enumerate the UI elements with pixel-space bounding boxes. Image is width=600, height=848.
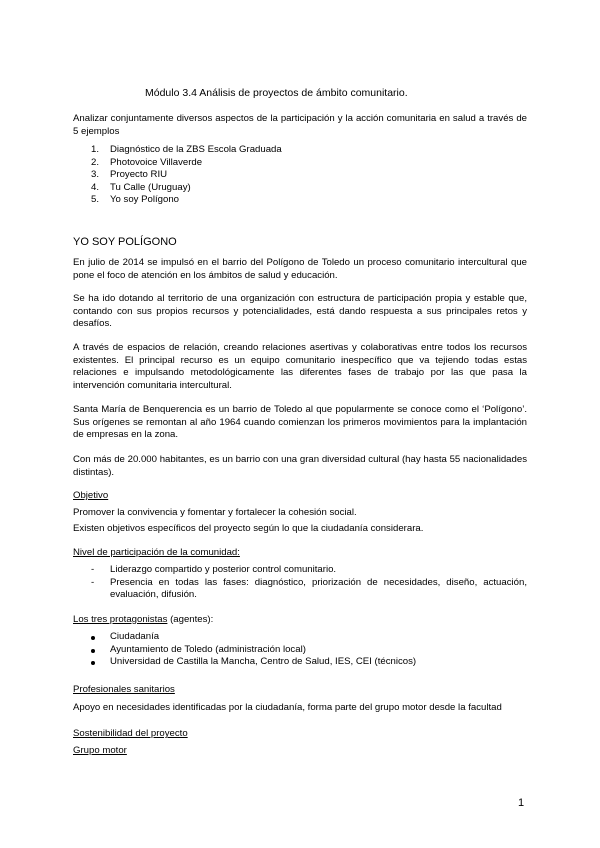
page-number: 1 <box>518 797 525 809</box>
nivel-heading: Nivel de participación de la comunidad: <box>73 547 240 558</box>
protagonistas-heading: Los tres protagonistas (agentes): <box>73 614 214 625</box>
bullet-icon <box>91 636 95 640</box>
list-item: Ayuntamiento de Toledo (administración local) <box>91 644 416 657</box>
bullet-icon <box>91 661 95 665</box>
protagonistas-list <box>91 631 416 669</box>
section-title: YO SOY POLÍGONO <box>73 236 177 248</box>
objetivo-heading: Objetivo <box>73 490 109 501</box>
paragraph: Se ha ido dotando al territorio de una organización con estructura de participación propia y estable que, contando con sus propios recursos y potencialidades, está dando respuesta a sus principales retos y desafíos. <box>73 293 527 329</box>
list-item: 5. Yo soy Polígono <box>91 194 179 205</box>
paragraph: A través de espacios de relación, creando relaciones asertivas y colaborativas entre todos los recursos existentes. El principal recurso es un equipo comunitario inespecífico que va tejiendo todas estas relaciones e impulsando metodológicamente las diferentes fases de trabajo por las que pasa la intervención comunitaria intercultural. <box>73 342 527 391</box>
nivel-list <box>91 564 527 602</box>
document-title: Módulo 3.4 Análisis de proyectos de ámbito comunitario. <box>145 87 408 99</box>
profesionales-text: Apoyo en necesidades identificadas por la ciudadanía, forma parte del grupo motor desde la facultad <box>73 702 502 713</box>
list-item: 1. Diagnóstico de la ZBS Escola Graduada <box>91 144 282 155</box>
intro-paragraph: Analizar conjuntamente diversos aspectos de la participación y la acción comunitaria en salud a través de 5 ejemplos <box>73 113 527 137</box>
list-item: - Liderazgo compartido y posterior control comunitario. <box>91 564 337 575</box>
list-item: - Presencia en todas las fases: diagnóstico, priorización de necesidades, diseño, actuación, evaluación, difusión. <box>91 576 527 600</box>
list-item: Ciudadanía <box>91 631 416 644</box>
list-item: 3. Proyecto RIU <box>91 169 168 180</box>
sostenibilidad-heading: Sostenibilidad del proyecto <box>73 728 188 739</box>
grupo-motor-heading: Grupo motor <box>73 745 127 756</box>
list-item: Universidad de Castilla la Mancha, Centro de Salud, IES, CEI (técnicos) <box>91 656 416 669</box>
list-item: 4. Tu Calle (Uruguay) <box>91 181 191 193</box>
bullet-icon <box>91 649 95 653</box>
profesionales-heading: Profesionales sanitarios <box>73 684 175 695</box>
objetivo-line: Promover la convivencia y fomentar y fortalecer la cohesión social. <box>73 507 357 518</box>
objetivo-line: Existen objetivos específicos del proyecto según lo que la ciudadanía considerara. <box>73 523 424 534</box>
paragraph: Santa María de Benquerencia es un barrio de Toledo al que popularmente se conoce como el ‘Polígono’. Sus orígenes se remontan al año 1964 cuando comienzan los primeros movimientos para la implantación de empresas en la zona. <box>73 404 527 440</box>
examples-list <box>91 144 282 207</box>
paragraph: En julio de 2014 se impulsó en el barrio del Polígono de Toledo un proceso comunitario intercultural que pone el foco de atención en los ámbitos de salud y educación. <box>73 257 527 281</box>
paragraph: Con más de 20.000 habitantes, es un barrio con una gran diversidad cultural (hay hasta 55 nacionalidades distintas). <box>73 454 527 478</box>
list-item: 2. Photovoice Villaverde <box>91 156 203 168</box>
